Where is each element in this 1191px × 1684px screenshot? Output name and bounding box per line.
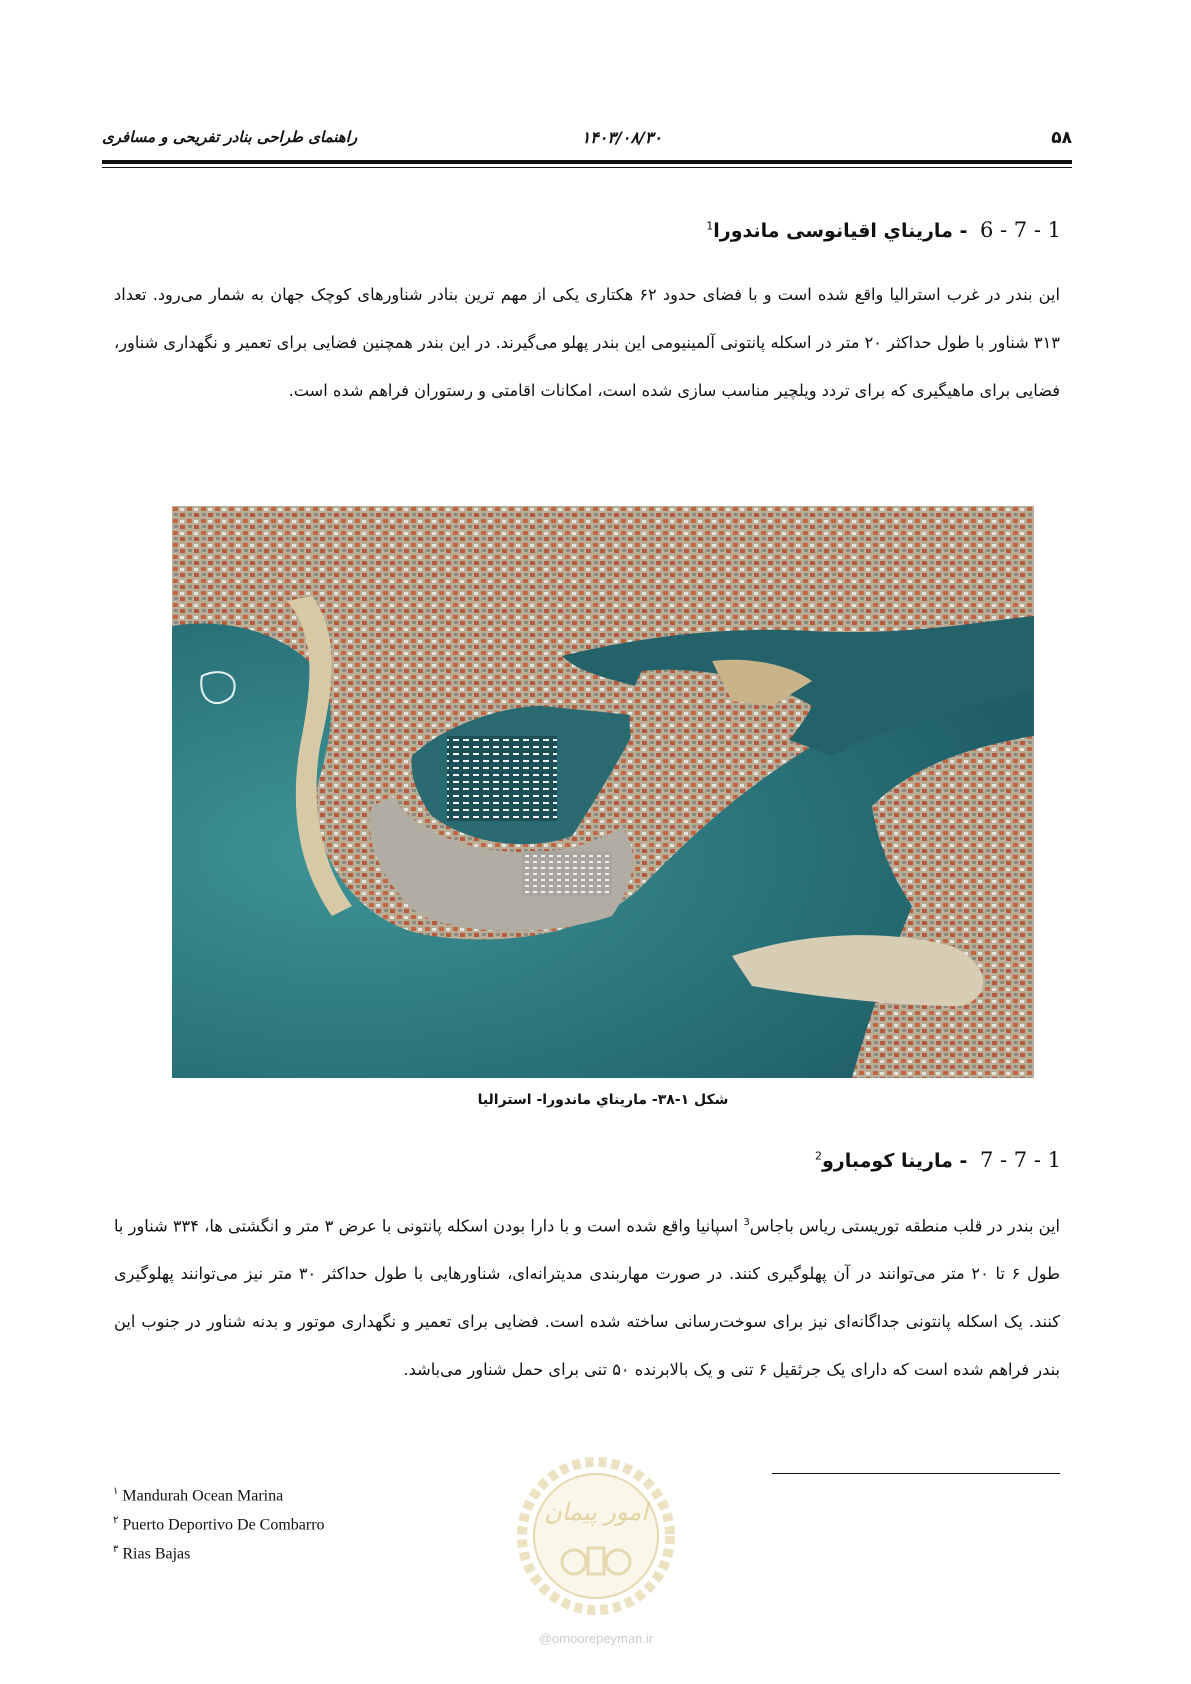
paragraph-mandurah: این بندر در غرب استرالیا واقع شده است و با فضای حدود ۶۲ هکتاری یکی از مهم ترین بنادر شناورهای کوچک جهان به شمار می‌رود. تعداد ۳۱۳ شناور با طول حداکثر ۲۰ متر در اسکله پانتونی آلمینیومی این بندر پهلو می‌گیرند. در این بندر همچنین فضایی برای تعمیر و نگهداری شناور، فضایی برای ماهیگیری که برای تردد ویلچیر مناسب سازی شده است، امکانات اقامتی و رستوران فراهم شده است. [114,285,1060,400]
footnote [113,1544,190,1563]
book-title: راهنمای طراحی بنادر تفریحی و مسافری [102,128,358,146]
marina-aerial-photo [172,506,1034,1078]
section-title: - ماریناي اقیانوسی ماندورا [713,220,968,242]
section-heading-mandurah [161,218,1061,242]
paragraph-text-part: اسپانیا واقع شده است و با دارا بودن اسکله پانتونی با عرض ۳ متر و انگشتی ها، ۳۳۴ شناور با طول ۶ تا ۲۰ متر می‌توانند در آن پهلوگیری کنند. در صورت مهاربندی مدیترانه‌ای، شناورهایی با طول حداکثر ۳۰ متر نیز می‌توانند پهلوگیری کنند. یک اسکله پانتونی جداگانه‌ای نیز برای سوخت‌رسانی ساخته شده است. فضایی برای تعمیر و نگهداری موتور و بدنه شناور در جنوب این بندر فراهم شده است که دارای یک جرثقیل ۶ تنی و یک بالابرنده ۵۰ تنی برای حمل شناور می‌باشد. [114,1216,1061,1380]
header-date: ۱۴۰۳/۰۸/۳۰ [581,128,662,147]
footnote-mark: ۳ [113,1544,119,1555]
section-title: - مارینا کومبارو [822,1150,968,1172]
boat-moorings [447,736,557,821]
header-rule-thick [102,160,1072,164]
footnote-ref[interactable]: 1 [706,219,714,233]
page-number: ۵۸ [1051,128,1072,148]
figure-caption: شکل ۱-۳۸- ماریناي ماندورا- استرالیا [477,1092,729,1108]
footnote [113,1515,325,1534]
parking-lot [522,851,612,896]
footnote-text: Rias Bajas [122,1545,191,1563]
footnote-text: Puerto Deportivo De Combarro [122,1516,325,1534]
footnote-separator [772,1473,1060,1474]
header-rule-thin [102,167,1072,168]
section-heading-combarro [161,1148,1061,1172]
footnote-text: Mandurah Ocean Marina [122,1487,284,1505]
paragraph-text-part: این بندر در قلب منطقه توریستی ریاس باجاس [749,1216,1060,1236]
paragraph-combarro [114,1199,1060,1394]
section-number: 1 - 7 - 7 [979,1148,1061,1172]
footnote-ref[interactable]: 2 [815,1149,822,1163]
watermark-handle: @omoorepeyman.ir [538,1631,654,1646]
watermark-logo [514,1454,678,1618]
footnote-mark: ۲ [113,1515,119,1526]
footnote [113,1486,283,1505]
running-header [102,128,1072,154]
footnote-mark: ۱ [113,1486,119,1497]
section-number: 1 - 7 - 6 [979,218,1061,242]
footnote-ref[interactable]: 3 [743,1217,750,1228]
svg-text:امور پیمان: امور پیمان [544,1498,648,1526]
